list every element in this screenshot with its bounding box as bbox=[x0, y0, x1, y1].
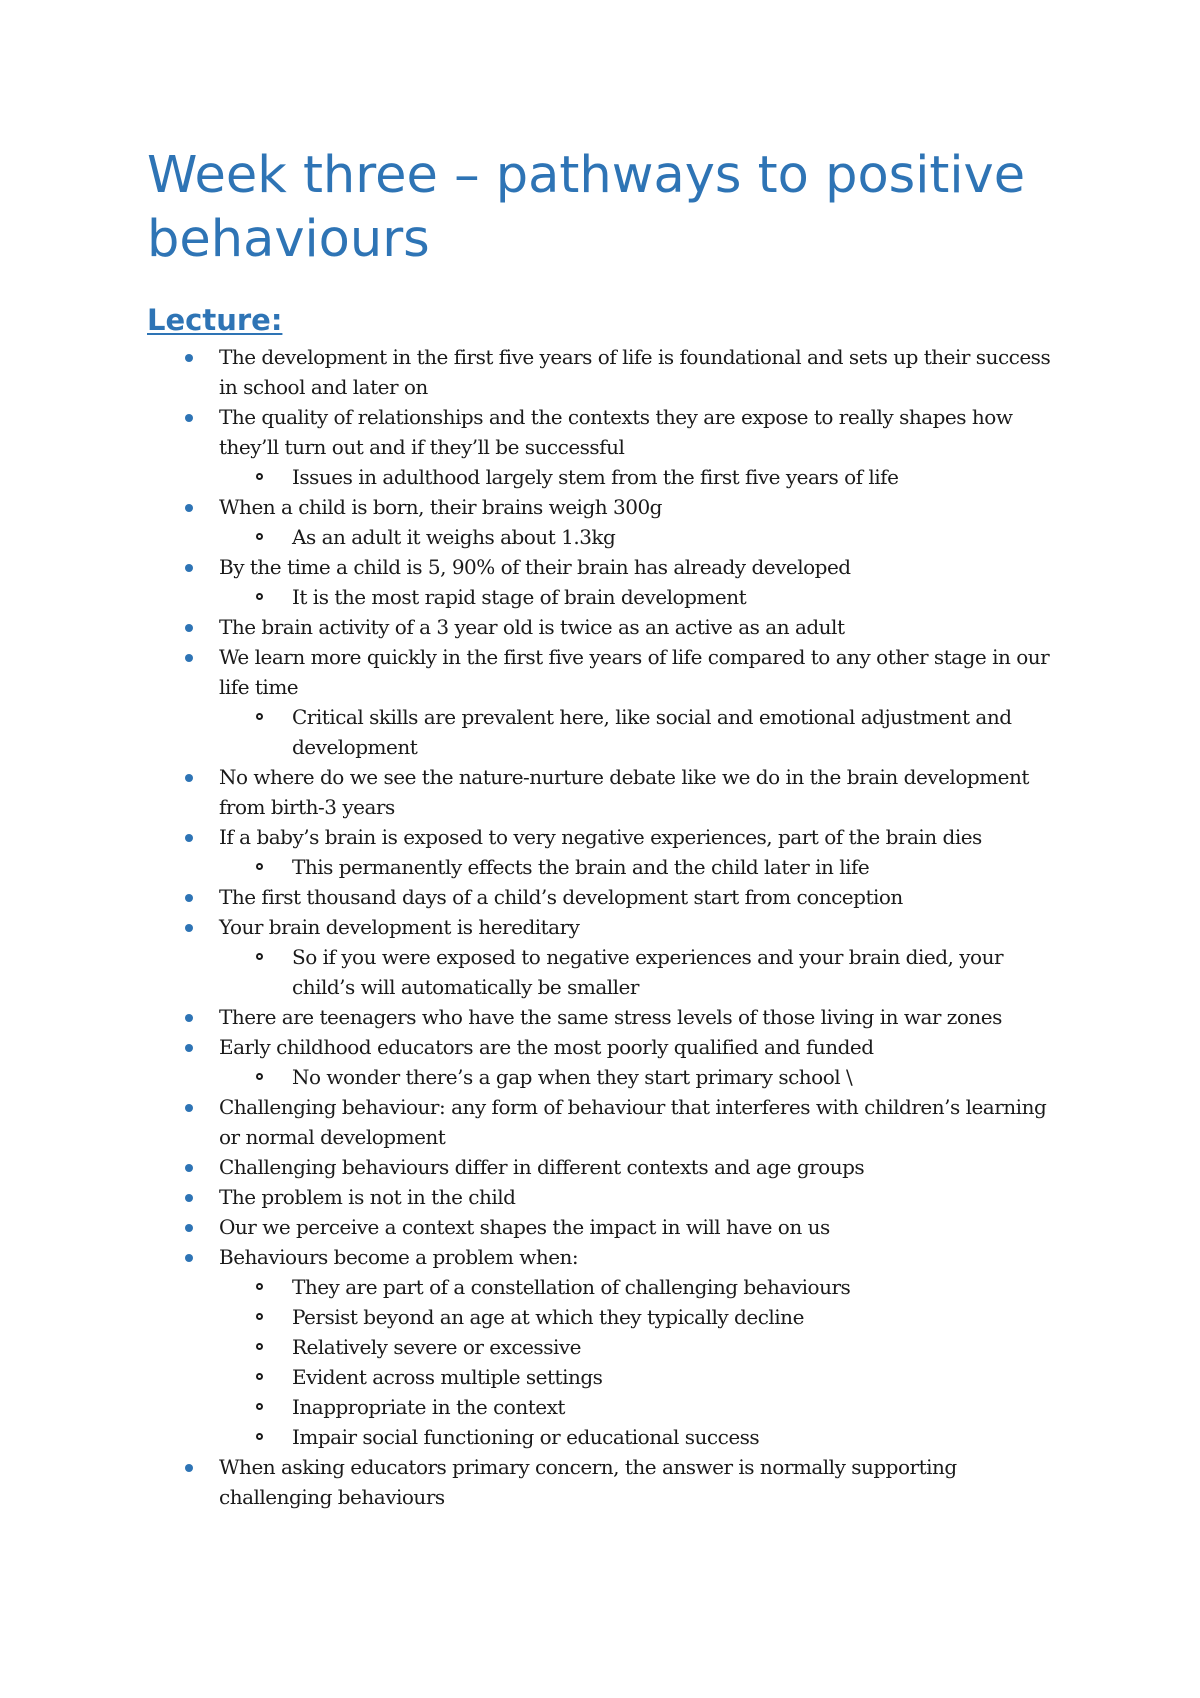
sub-list-item bbox=[147, 1332, 1067, 1362]
filled-circle-bullet-icon bbox=[185, 1014, 193, 1022]
list-item-text: Challenging behaviour: any form of behaviour that interferes with children’s learning or normal development bbox=[219, 1095, 1047, 1149]
filled-circle-bullet-icon bbox=[185, 1044, 193, 1052]
list-item bbox=[147, 492, 1067, 522]
list-item-text: Inappropriate in the context bbox=[292, 1395, 565, 1419]
hollow-circle-bullet-icon bbox=[256, 533, 263, 540]
list-item-text: Your brain development is hereditary bbox=[219, 915, 580, 939]
list-item-text: Challenging behaviours differ in different contexts and age groups bbox=[219, 1155, 865, 1179]
list-item bbox=[147, 612, 1067, 642]
sub-list-item bbox=[147, 462, 1067, 492]
sub-list-item bbox=[147, 852, 1067, 882]
list-item-text: There are teenagers who have the same stress levels of those living in war zones bbox=[219, 1005, 1002, 1029]
filled-circle-bullet-icon bbox=[185, 774, 193, 782]
filled-circle-bullet-icon bbox=[185, 1164, 193, 1172]
list-item bbox=[147, 1212, 1067, 1242]
hollow-circle-bullet-icon bbox=[256, 1403, 263, 1410]
list-item-text: The brain activity of a 3 year old is twice as an active as an adult bbox=[219, 615, 845, 639]
list-item bbox=[147, 912, 1067, 942]
list-item-text: The quality of relationships and the contexts they are expose to really shapes how they’ll turn out and if they’ll be successful bbox=[219, 405, 1013, 459]
list-item bbox=[147, 1242, 1067, 1272]
list-item-text: We learn more quickly in the first five years of life compared to any other stage in our life time bbox=[219, 645, 1050, 699]
list-item bbox=[147, 1182, 1067, 1212]
hollow-circle-bullet-icon bbox=[256, 593, 263, 600]
list-item bbox=[147, 1092, 1067, 1152]
filled-circle-bullet-icon bbox=[185, 1104, 193, 1112]
hollow-circle-bullet-icon bbox=[256, 1313, 263, 1320]
filled-circle-bullet-icon bbox=[185, 834, 193, 842]
list-item-text: Early childhood educators are the most poorly qualified and funded bbox=[219, 1035, 874, 1059]
list-item-text: It is the most rapid stage of brain development bbox=[292, 585, 747, 609]
list-item-text: This permanently effects the brain and the child later in life bbox=[292, 855, 870, 879]
sub-list-item bbox=[147, 1422, 1067, 1452]
list-item-text: Evident across multiple settings bbox=[292, 1365, 603, 1389]
sub-list-item bbox=[147, 1302, 1067, 1332]
hollow-circle-bullet-icon bbox=[256, 1373, 263, 1380]
list-item-text: The problem is not in the child bbox=[219, 1185, 516, 1209]
list-item-text: Relatively severe or excessive bbox=[292, 1335, 581, 1359]
filled-circle-bullet-icon bbox=[185, 1224, 193, 1232]
filled-circle-bullet-icon bbox=[185, 1464, 193, 1472]
list-item bbox=[147, 342, 1067, 402]
list-item-text: When asking educators primary concern, the answer is normally supporting challenging behaviours bbox=[219, 1455, 957, 1509]
lecture-notes-list bbox=[147, 342, 1067, 1512]
list-item-text: By the time a child is 5, 90% of their brain has already developed bbox=[219, 555, 851, 579]
list-item-text: Our we perceive a context shapes the impact in will have on us bbox=[219, 1215, 830, 1239]
list-item-text: The first thousand days of a child’s development start from conception bbox=[219, 885, 903, 909]
hollow-circle-bullet-icon bbox=[256, 1073, 263, 1080]
hollow-circle-bullet-icon bbox=[256, 1283, 263, 1290]
list-item bbox=[147, 1152, 1067, 1182]
filled-circle-bullet-icon bbox=[185, 354, 193, 362]
list-item-text: If a baby’s brain is exposed to very negative experiences, part of the brain dies bbox=[219, 825, 982, 849]
list-item-text: Critical skills are prevalent here, like social and emotional adjustment and development bbox=[292, 705, 1012, 759]
filled-circle-bullet-icon bbox=[185, 504, 193, 512]
list-item-text: The development in the first five years of life is foundational and sets up their success in school and later on bbox=[219, 345, 1051, 399]
list-item bbox=[147, 762, 1067, 822]
hollow-circle-bullet-icon bbox=[256, 473, 263, 480]
list-item-text: So if you were exposed to negative experiences and your brain died, your child’s will automatically be smaller bbox=[292, 945, 1004, 999]
sub-list-item bbox=[147, 1272, 1067, 1302]
list-item bbox=[147, 642, 1067, 702]
list-item bbox=[147, 882, 1067, 912]
filled-circle-bullet-icon bbox=[185, 924, 193, 932]
filled-circle-bullet-icon bbox=[185, 654, 193, 662]
filled-circle-bullet-icon bbox=[185, 414, 193, 422]
filled-circle-bullet-icon bbox=[185, 564, 193, 572]
hollow-circle-bullet-icon bbox=[256, 953, 263, 960]
sub-list-item bbox=[147, 942, 1067, 1002]
list-item bbox=[147, 1032, 1067, 1062]
hollow-circle-bullet-icon bbox=[256, 1343, 263, 1350]
list-item-text: Persist beyond an age at which they typically decline bbox=[292, 1305, 804, 1329]
sub-list-item bbox=[147, 702, 1067, 762]
document-title: Week three – pathways to positive behaviours bbox=[147, 146, 1026, 269]
section-heading-lecture: Lecture: bbox=[147, 303, 283, 337]
list-item-text: As an adult it weighs about 1.3kg bbox=[292, 525, 616, 549]
list-item bbox=[147, 552, 1067, 582]
filled-circle-bullet-icon bbox=[185, 1254, 193, 1262]
list-item-text: No where do we see the nature-nurture debate like we do in the brain development from birth-3 years bbox=[219, 765, 1029, 819]
list-item bbox=[147, 1452, 1067, 1512]
list-item-text: When a child is born, their brains weigh 300g bbox=[219, 495, 662, 519]
filled-circle-bullet-icon bbox=[185, 624, 193, 632]
list-item-text: Behaviours become a problem when: bbox=[219, 1245, 579, 1269]
sub-list-item bbox=[147, 522, 1067, 552]
list-item-text: Issues in adulthood largely stem from the first five years of life bbox=[292, 465, 899, 489]
hollow-circle-bullet-icon bbox=[256, 713, 263, 720]
hollow-circle-bullet-icon bbox=[256, 863, 263, 870]
list-item-text: Impair social functioning or educational success bbox=[292, 1425, 760, 1449]
list-item-text: They are part of a constellation of challenging behaviours bbox=[292, 1275, 851, 1299]
list-item bbox=[147, 1002, 1067, 1032]
sub-list-item bbox=[147, 1362, 1067, 1392]
list-item bbox=[147, 402, 1067, 462]
filled-circle-bullet-icon bbox=[185, 1194, 193, 1202]
sub-list-item bbox=[147, 1392, 1067, 1422]
sub-list-item bbox=[147, 1062, 1067, 1092]
list-item-text: No wonder there’s a gap when they start primary school \ bbox=[292, 1065, 853, 1089]
hollow-circle-bullet-icon bbox=[256, 1433, 263, 1440]
filled-circle-bullet-icon bbox=[185, 894, 193, 902]
list-item bbox=[147, 822, 1067, 852]
sub-list-item bbox=[147, 582, 1067, 612]
